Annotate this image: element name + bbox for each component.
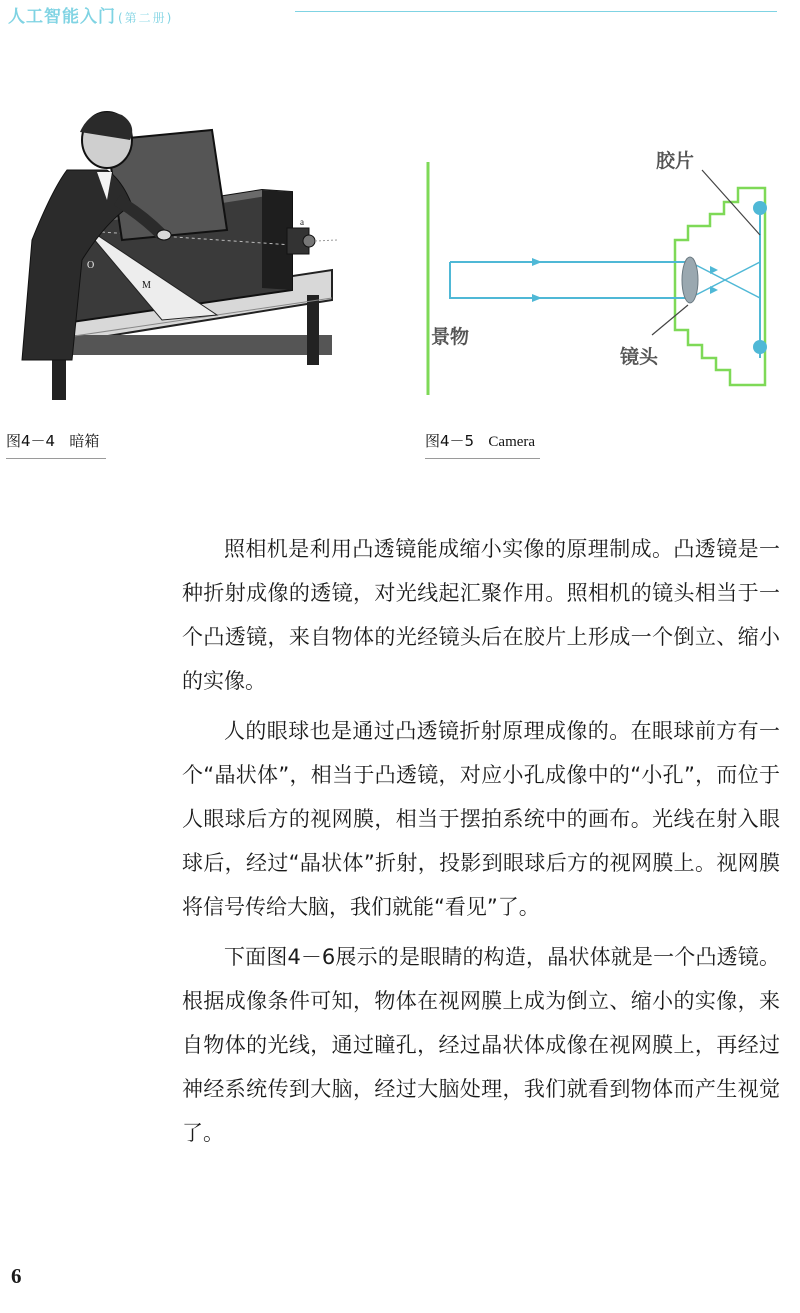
svg-text:M: M — [142, 280, 151, 291]
svg-text:a: a — [300, 217, 304, 227]
figure-4-5-caption — [425, 430, 535, 451]
running-header — [8, 2, 173, 26]
label-lens: 镜头 — [620, 346, 659, 368]
camera-obscura-illustration — [12, 110, 342, 400]
figure-4-4-title: 暗箱 — [69, 432, 100, 450]
figure-4-4-caption — [6, 430, 99, 451]
caption-rule-left — [6, 458, 106, 459]
svg-text:O: O — [87, 260, 95, 271]
label-scene: 景物 — [431, 326, 470, 348]
figure-4-4-number: 图4－4 — [6, 432, 56, 450]
figure-4-5-number: 图4－5 — [425, 432, 475, 450]
paragraph: 下面图4－6展示的是眼睛的构造，晶状体就是一个凸透镜。根据成像条件可知，物体在视网膜上成为倒立、缩小的实像，来自物体的光线，通过瞳孔，经过晶状体成像在视网膜上，再经过神经系统传到大脑，经过大脑处理，我们就看到物体而产生视觉了。 — [182, 945, 780, 1145]
label-film: 胶片 — [656, 150, 695, 172]
book-title: 人工智能入门 — [8, 7, 116, 27]
figure-4-5-title: Camera — [488, 434, 536, 450]
paragraph: 人的眼球也是通过凸透镜折射原理成像的。在眼球前方有一个“晶状体”，相当于凸透镜，对应小孔成像中的“小孔”，而位于人眼球后方的视网膜，相当于摆拍系统中的画布。光线在射入眼球后，经过“晶状体”折射，投影到眼球后方的视网膜上。视网膜将信号传给大脑，我们就能“看见”了。 — [182, 719, 780, 919]
body-text — [182, 527, 780, 1161]
camera-diagram — [420, 140, 790, 400]
page-number: 6 — [11, 1264, 22, 1288]
header-rule — [295, 11, 777, 12]
caption-rule-right — [425, 458, 540, 459]
book-volume: (第二册) — [118, 11, 174, 25]
paragraph: 照相机是利用凸透镜能成缩小实像的原理制成。凸透镜是一种折射成像的透镜，对光线起汇聚作用。照相机的镜头相当于一个凸透镜，来自物体的光经镜头后在胶片上形成一个倒立、缩小的实像。 — [182, 537, 780, 693]
